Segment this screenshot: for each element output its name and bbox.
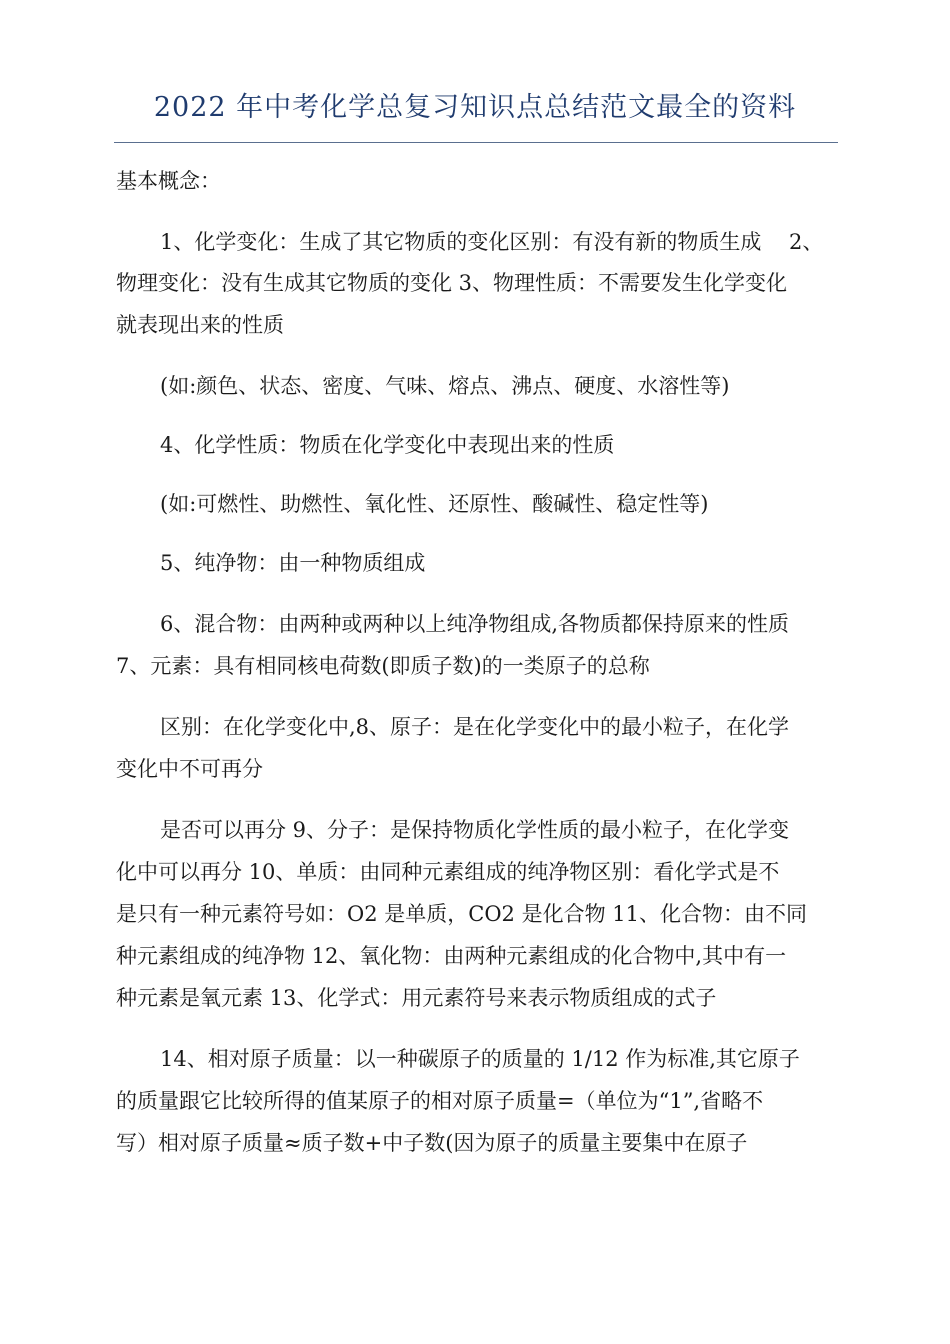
- body-line: 5、纯净物：由一种物质组成: [160, 551, 426, 575]
- body-line: 1、化学变化：生成了其它物质的变化区别：有没有新的物质生成 2、: [160, 230, 824, 254]
- body-line: 就表现出来的性质: [116, 313, 284, 337]
- body-line: 6、混合物：由两种或两种以上纯净物组成,各物质都保持原来的性质: [160, 612, 790, 636]
- body-line: 写）相对原子质量≈质子数+中子数(因为原子的质量主要集中在原子: [116, 1131, 748, 1155]
- body-line: 是否可以再分 9、分子：是保持物质化学性质的最小粒子，在化学变: [160, 818, 790, 842]
- body-line: (如:颜色、状态、密度、气味、熔点、沸点、硬度、水溶性等): [160, 374, 730, 398]
- body-line: 14、相对原子质量：以一种碳原子的质量的 1/12 作为标准,其它原子: [160, 1047, 800, 1071]
- body-line: (如:可燃性、助燃性、氧化性、还原性、酸碱性、稳定性等): [160, 492, 709, 516]
- body-line: 物理变化：没有生成其它物质的变化 3、物理性质：不需要发生化学变化: [116, 271, 788, 295]
- body-line: 7、元素：具有相同核电荷数(即质子数)的一类原子的总称: [116, 654, 650, 678]
- body-line: 种元素是氧元素 13、化学式：用元素符号来表示物质组成的式子: [116, 986, 717, 1010]
- section-heading: 基本概念：: [116, 169, 221, 193]
- document-title: 2022 年中考化学总复习知识点总结范文最全的资料: [153, 92, 797, 123]
- body-line: 化中可以再分 10、单质：由同种元素组成的纯净物区别：看化学式是不: [116, 860, 780, 884]
- body-line: 的质量跟它比较所得的值某原子的相对原子质量=（单位为“1”,省略不: [116, 1089, 764, 1113]
- body-line: 变化中不可再分: [116, 757, 263, 781]
- body-line: 种元素组成的纯净物 12、氧化物：由两种元素组成的化合物中,其中有一: [116, 944, 787, 968]
- title-underline: [114, 142, 838, 143]
- body-line: 是只有一种元素符号如：O2 是单质，CO2 是化合物 11、化合物：由不同: [116, 902, 807, 926]
- body-line: 4、化学性质：物质在化学变化中表现出来的性质: [160, 433, 615, 457]
- body-line: 区别：在化学变化中,8、原子：是在化学变化中的最小粒子，在化学: [160, 715, 790, 739]
